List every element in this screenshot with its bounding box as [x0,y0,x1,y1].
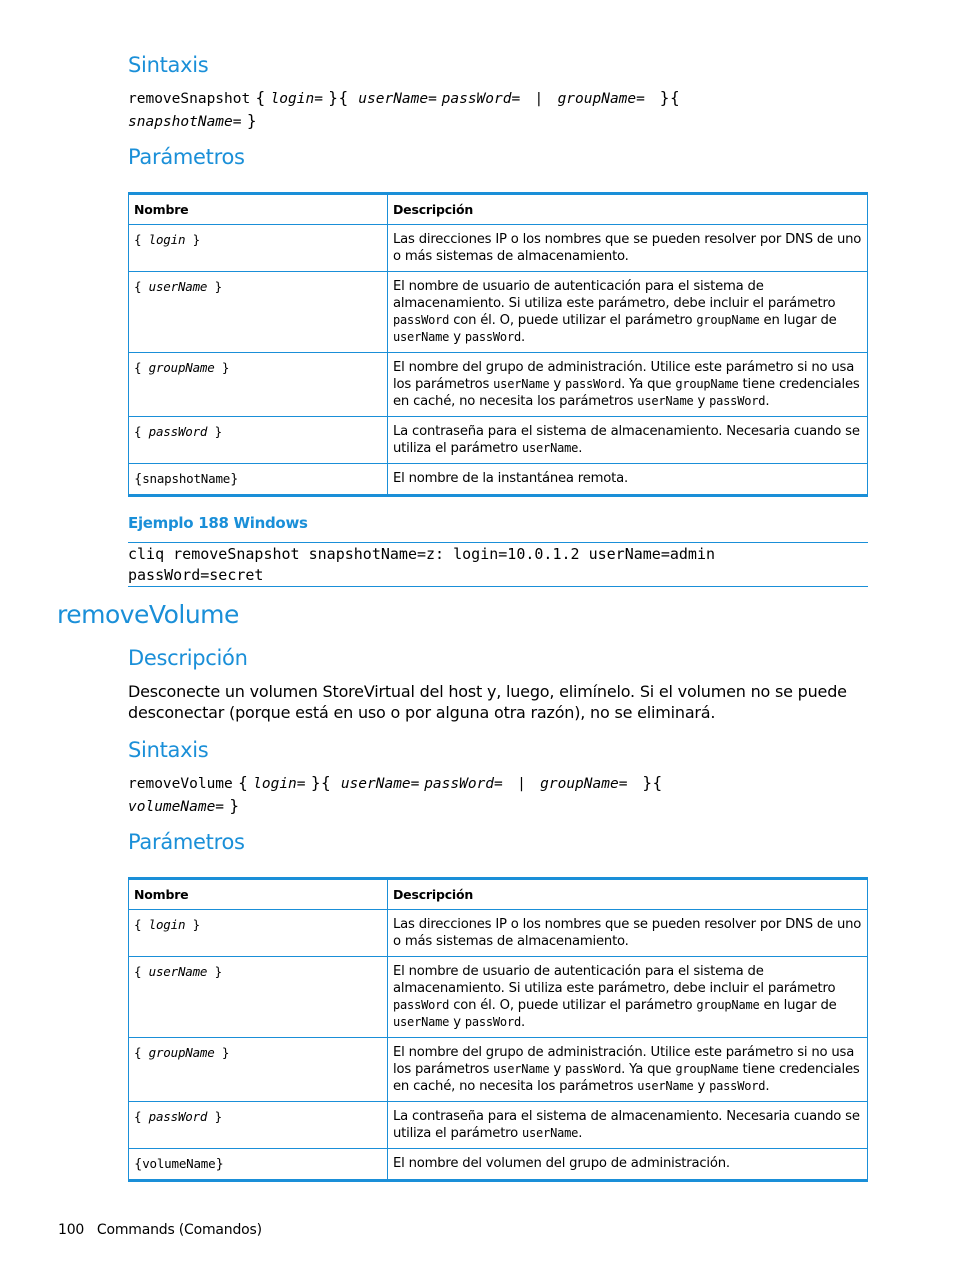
col-desc-header: Descripción [388,879,868,910]
syntax-groupname: groupName= [540,776,628,792]
table-row [129,225,868,272]
example-heading: Ejemplo 188 Windows [128,514,308,532]
command-title: removeVolume [57,600,239,629]
param-name: { userName } [129,957,388,1038]
syntax-separator: | [534,91,544,107]
page-footer [58,1222,262,1238]
param-name: {volumeName} [129,1149,388,1181]
syntax-groupname: groupName= [557,91,645,107]
params-table [128,877,868,1182]
table-row [129,417,868,464]
col-name-header: Nombre [129,194,388,225]
param-desc: El nombre de usuario de autenticación para el sistema de almacenamiento. Si utiliza este parámetro, debe incluir el parámetro passWord con él. O, puede utilizar el parámetro groupName en lugar de userName y passWord. [388,957,868,1038]
param-name: {snapshotName} [129,464,388,496]
table-row [129,353,868,417]
col-name-header: Nombre [129,879,388,910]
syntax-heading: Sintaxis [128,53,209,77]
param-desc: El nombre de la instantánea remota. [388,464,868,496]
param-desc: El nombre de usuario de autenticación para el sistema de almacenamiento. Si utiliza este parámetro, debe incluir el parámetro passWord con él. O, puede utilizar el parámetro groupName en lugar de userName y passWord. [388,272,868,353]
table-row [129,1149,868,1181]
param-desc: La contraseña para el sistema de almacenamiento. Necesaria cuando se utiliza el parámetro userName. [388,1102,868,1149]
syntax-command: removeSnapshot [128,91,251,107]
syntax-username: userName= [358,91,437,107]
param-name: { passWord } [129,417,388,464]
table-row [129,1102,868,1149]
table-row [129,910,868,957]
table-row [129,957,868,1038]
syntax-password: passWord= [441,91,521,107]
footer-section: Commands (Comandos) [96,1222,262,1238]
syntax-heading: Sintaxis [128,738,209,762]
syntax-block: removeSnapshot { login= }{ userName= passWord= | groupName= }{ snapshotName= } [128,88,680,130]
syntax-command: removeVolume [128,776,233,792]
param-desc: Las direcciones IP o los nombres que se pueden resolver por DNS de uno o más sistemas de almacenamiento. [388,225,868,272]
syntax-username: userName= [340,776,420,792]
param-name: { groupName } [129,1038,388,1102]
param-name: { passWord } [129,1102,388,1149]
table-row [129,464,868,496]
params-heading: Parámetros [128,830,245,854]
syntax-password: passWord= [424,776,503,792]
param-name: { login } [129,225,388,272]
syntax-last-param: volumeName= [128,799,225,815]
param-desc: El nombre del grupo de administración. Utilice este parámetro si no usa los parámetros userName y passWord. Ya que groupName tiene credenciales en caché, no necesita los parámetros userName y passWord. [388,353,868,417]
col-desc-header: Descripción [388,194,868,225]
param-name: { login } [129,910,388,957]
param-desc: Las direcciones IP o los nombres que se pueden resolver por DNS de uno o más sistemas de almacenamiento. [388,910,868,957]
description-heading: Descripción [128,646,248,670]
params-table [128,192,868,497]
syntax-login: login= [270,91,323,107]
params-heading: Parámetros [128,145,245,169]
description-text: Desconecte un volumen StoreVirtual del host y, luego, elimínelo. Si el volumen no se puede desconectar (porque está en uso o por alguna otra razón), no se eliminará. [128,682,847,722]
example-code: cliq removeSnapshot snapshotName=z: login=10.0.1.2 userName=admin passWord=secret [128,542,868,587]
table-row [129,272,868,353]
page-number: 100 [58,1222,85,1238]
table-row [129,1038,868,1102]
syntax-separator: | [517,776,526,792]
param-desc: El nombre del grupo de administración. Utilice este parámetro si no usa los parámetros userName y passWord. Ya que groupName tiene credenciales en caché, no necesita los parámetros userName y passWord. [388,1038,868,1102]
table-header-row [129,194,868,225]
syntax-last-param: snapshotName= [128,114,242,130]
table-header-row [129,879,868,910]
param-name: { userName } [129,272,388,353]
param-desc: El nombre del volumen del grupo de administración. [388,1149,868,1181]
param-name: { groupName } [129,353,388,417]
syntax-login: login= [253,776,306,792]
param-desc: La contraseña para el sistema de almacenamiento. Necesaria cuando se utiliza el parámetro userName. [388,417,868,464]
syntax-block: removeVolume { login= }{ userName= passWord= | groupName= }{ volumeName= } [128,773,663,815]
